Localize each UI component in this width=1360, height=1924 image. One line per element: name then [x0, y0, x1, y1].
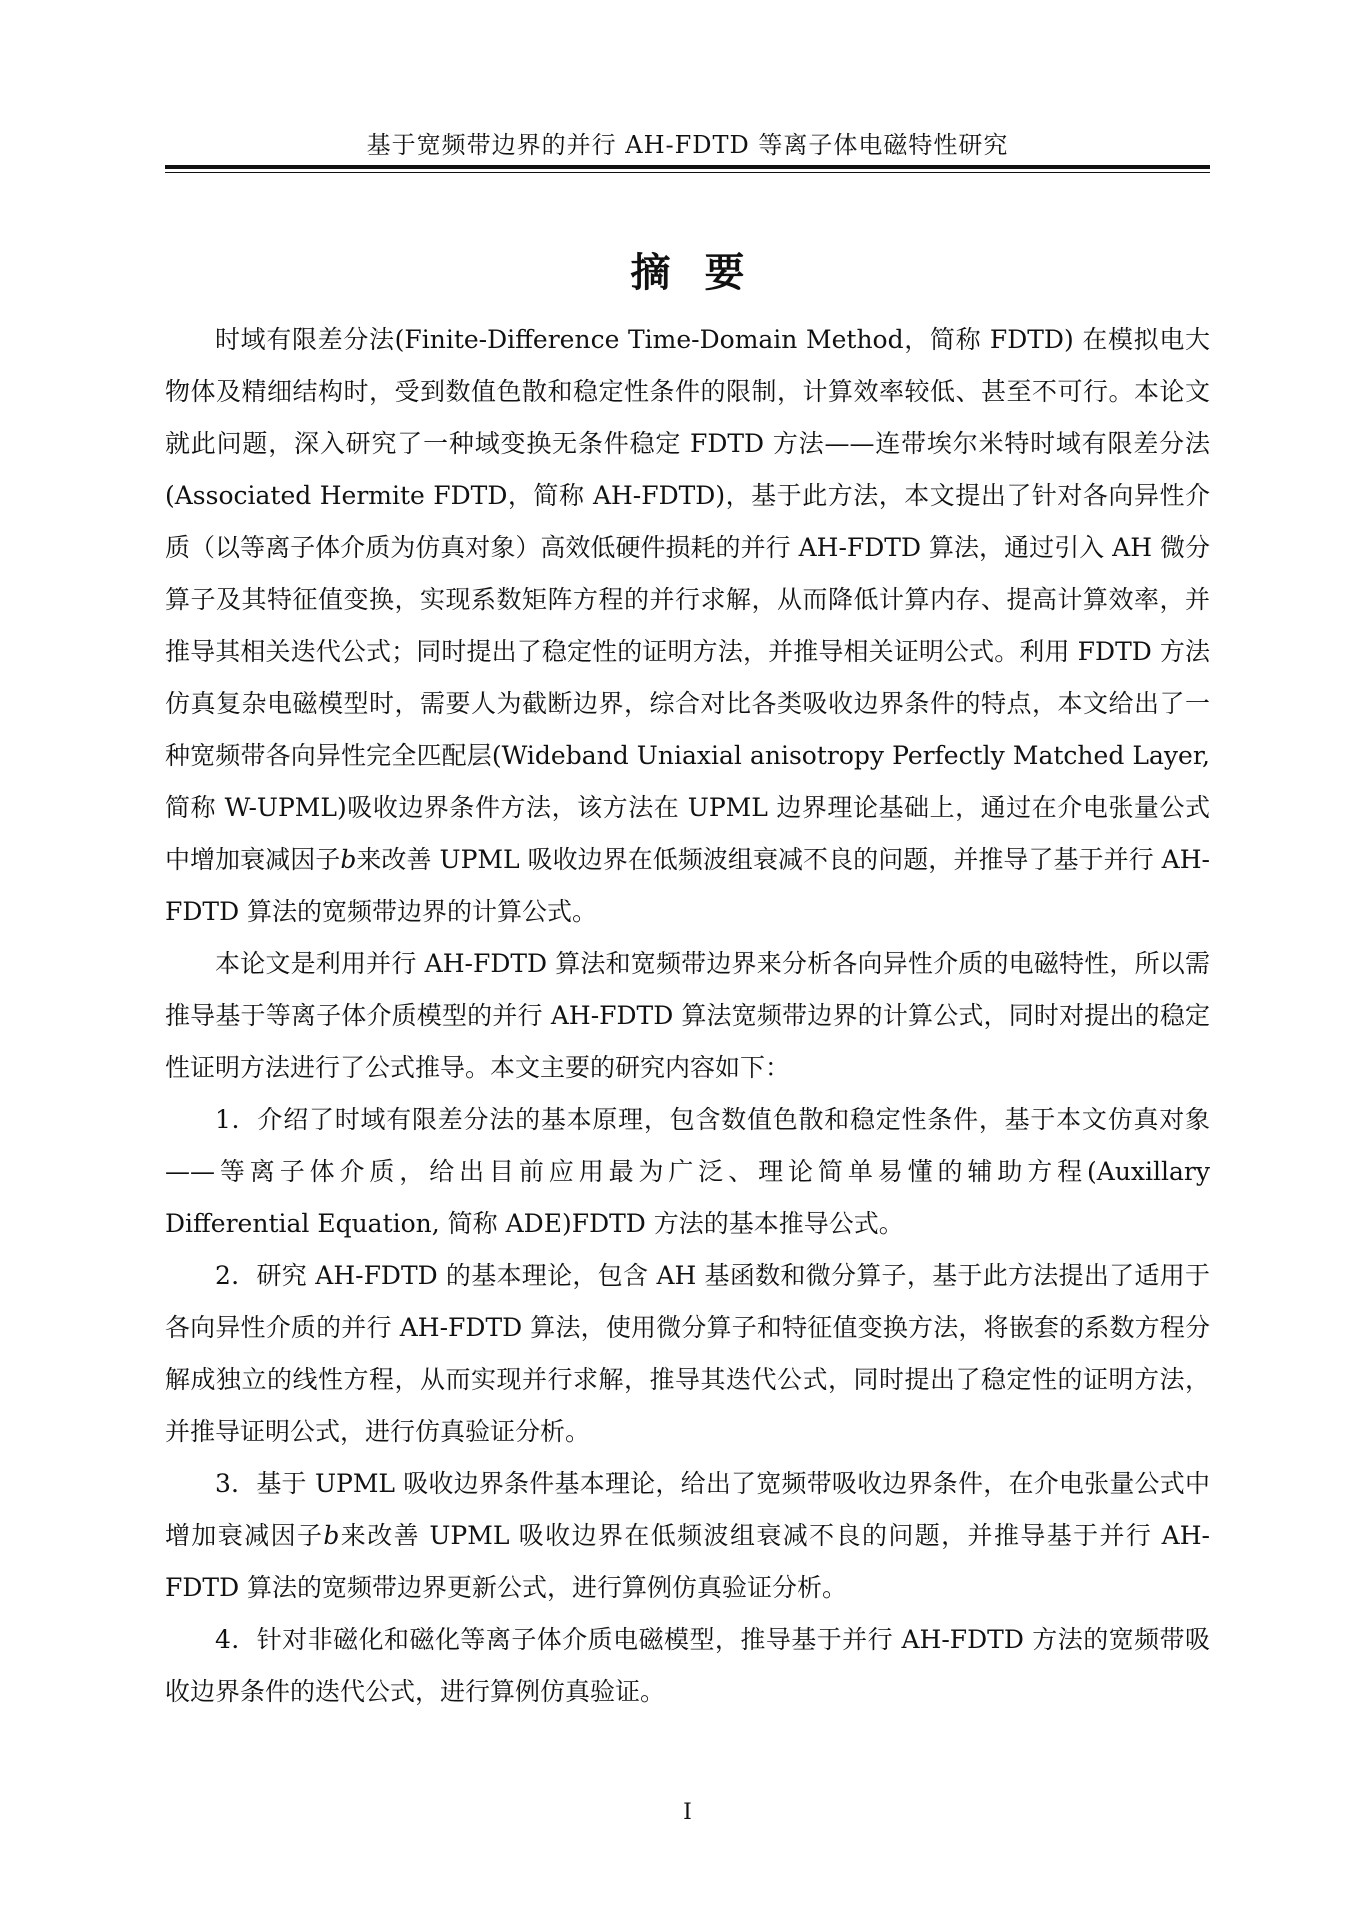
text-segment: 来改善 UPML 吸收边界在低频波组衰减不良的问题，并推导基于并行 AH-FDTD 算法的宽频带边界更新公式，进行算例仿真验证分析。 [165, 1521, 1210, 1602]
text-segment: 来改善 UPML 吸收边界在低频波组衰减不良的问题，并推导了基于并行 AH-FDTD 算法的宽频带边界的计算公式。 [165, 845, 1210, 926]
header-rule-thin [165, 172, 1210, 173]
text-segment: 3．基于 UPML 吸收边界条件基本理论，给出了宽频带吸收边界条件，在介电张量公式中增加衰减因子 [165, 1469, 1210, 1550]
page-title: 摘要 [630, 249, 779, 296]
research-item-1: 1．介绍了时域有限差分法的基本原理，包含数值色散和稳定性条件，基于本文仿真对象——等离子体介质，给出目前应用最为广泛、理论简单易懂的辅助方程(Auxillary Differential Equation, 简称 ADE)FDTD 方法的基本推导公式。 [165, 1105, 1210, 1238]
header-rule [165, 165, 1210, 169]
research-item-2: 2．研究 AH-FDTD 的基本理论，包含 AH 基函数和微分算子，基于此方法提出了适用于各向异性介质的并行 AH-FDTD 算法，使用微分算子和特征值变换方法，将嵌套的系数方程分解成独立的线性方程，从而实现并行求解，推导其迭代公式，同时提出了稳定性的证明方法，并推导证明公式，进行仿真验证分析。 [165, 1261, 1210, 1446]
abstract-paragraph-1 [165, 314, 1210, 938]
page-number: I [683, 1800, 692, 1825]
variable-b: b [323, 1521, 340, 1550]
abstract-paragraph-2: 本论文是利用并行 AH-FDTD 算法和宽频带边界来分析各向异性介质的电磁特性，所以需推导基于等离子体介质模型的并行 AH-FDTD 算法宽频带边界的计算公式，同时对提出的稳定性证明方法进行了公式推导。本文主要的研究内容如下： [165, 949, 1210, 1082]
research-item-3 [165, 1458, 1210, 1614]
research-item-4: 4．针对非磁化和磁化等离子体介质电磁模型，推导基于并行 AH-FDTD 方法的宽频带吸收边界条件的迭代公式，进行算例仿真验证。 [165, 1625, 1210, 1706]
text-segment: 时域有限差分法(Finite-Difference Time-Domain Method，简称 FDTD) 在模拟电大物体及精细结构时，受到数值色散和稳定性条件的限制，计算效率较低、甚至不可行。本论文就此问题，深入研究了一种域变换无条件稳定 FDTD 方法——连带埃尔米特时域有限差分法(Associated Hermite FDTD，简称 AH-FDTD)，基于此方法，本文提出了针对各向异性介质（以等离子体介质为仿真对象）高效低硬件损耗的并行 AH-FDTD 算法，通过引入 AH 微分算子及其特征值变换，实现系数矩阵方程的并行求解，从而降低计算内存、提高计算效率，并推导其相关迭代公式；同时提出了稳定性的证明方法，并推导相关证明公式。利用 FDTD 方法仿真复杂电磁模型时，需要人为截断边界，综合对比各类吸收边界条件的特点，本文给出了一种宽频带各向异性完全匹配层(Wideband Uniaxial anisotropy Perfectly Matched Layer, 简称 W-UPML)吸收边界条件方法，该方法在 UPML 边界理论基础上，通过在介电张量公式中增加衰减因子 [165, 325, 1210, 874]
abstract-body [165, 314, 1210, 1718]
running-header: 基于宽频带边界的并行 AH-FDTD 等离子体电磁特性研究 [366, 131, 1009, 159]
variable-b: b [340, 845, 357, 874]
